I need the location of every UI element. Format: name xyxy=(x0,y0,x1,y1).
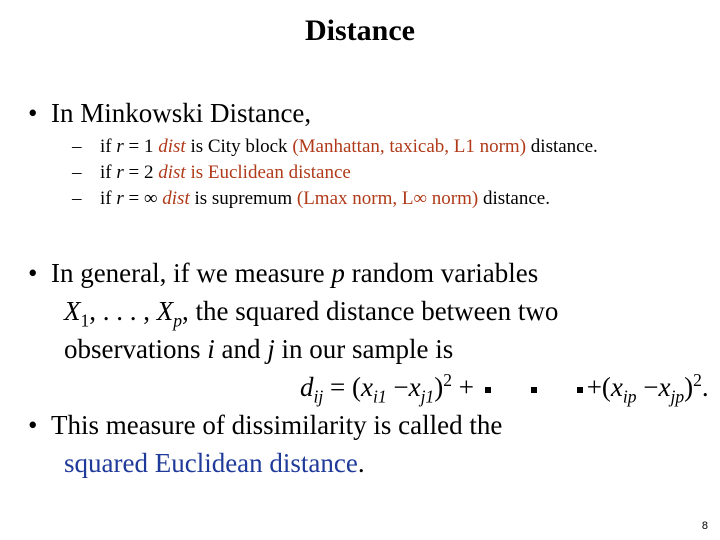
ellipsis-dot xyxy=(577,387,583,393)
sub-text: is City block xyxy=(185,136,293,157)
ellipsis-dot xyxy=(485,387,491,393)
bullet-text: This measure of dissimilarity is called the xyxy=(50,410,503,440)
subscript: j1 xyxy=(420,386,435,407)
bullet-text: In Minkowski Distance, xyxy=(50,98,312,128)
var-dist: dist xyxy=(162,188,190,209)
formula-text: +( xyxy=(586,372,611,402)
var-dist: dist xyxy=(158,162,186,183)
dash: – xyxy=(72,188,82,209)
bullet-text: , the squared distance between two xyxy=(182,296,559,326)
bullet-dot: • xyxy=(28,98,38,128)
formula-text: − xyxy=(636,372,659,402)
var-x: x xyxy=(408,372,421,402)
superscript: 2 xyxy=(693,370,702,390)
sub-text: = 2 xyxy=(123,162,159,183)
bullet-text: , . . . , xyxy=(89,296,157,326)
bullet-text: In general, if we measure xyxy=(50,258,332,288)
sub-bullet-r1 xyxy=(72,134,598,160)
sub-text: is Euclidean distance xyxy=(185,162,351,183)
var-r: r xyxy=(116,136,124,157)
bullet-dissimilarity-line2 xyxy=(64,446,365,480)
bullet-general-line3 xyxy=(64,332,453,366)
var-d: d xyxy=(300,372,314,402)
var-r: r xyxy=(116,188,124,209)
subscript: ij xyxy=(313,386,324,407)
bullet-dot: • xyxy=(28,410,38,440)
sub-text: = ∞ xyxy=(123,188,163,209)
sub-text: distance. xyxy=(526,136,598,157)
formula-text: ) xyxy=(684,372,694,402)
formula xyxy=(300,370,709,407)
sub-paren: (Lmax norm, L∞ norm) xyxy=(296,188,479,209)
bullet-text: random variables xyxy=(344,258,539,288)
subscript: i1 xyxy=(372,386,387,407)
dash: – xyxy=(72,136,82,157)
sub-text: if xyxy=(100,136,117,157)
var-j: j xyxy=(267,334,275,364)
formula-text: = ( xyxy=(323,372,361,402)
slide-title: Distance xyxy=(305,14,415,47)
bullet-text: and xyxy=(214,334,268,364)
sub-bullet-rinf xyxy=(72,186,550,212)
bullet-dot: • xyxy=(28,258,38,288)
var-i: i xyxy=(207,334,215,364)
bullet-dissimilarity xyxy=(28,408,502,442)
sub-text: if xyxy=(100,162,117,183)
formula-text: − xyxy=(386,372,409,402)
subscript: ip xyxy=(622,386,637,407)
page-number: 8 xyxy=(701,520,708,532)
subscript: p xyxy=(173,310,183,331)
superscript: 2 xyxy=(443,370,452,390)
var-x: x xyxy=(610,372,623,402)
sub-text: distance. xyxy=(478,188,550,209)
bullet-minkowski xyxy=(28,96,311,130)
dash: – xyxy=(72,162,82,183)
subscript: jp xyxy=(670,386,685,407)
formula-text: ) xyxy=(434,372,444,402)
var-X: X xyxy=(156,296,174,326)
bullet-text: . xyxy=(357,448,365,478)
formula-text: . xyxy=(701,372,709,402)
var-x: x xyxy=(658,372,671,402)
var-r: r xyxy=(116,162,124,183)
bullet-text: observations xyxy=(64,334,208,364)
var-X: X xyxy=(64,296,81,326)
sub-text: = 1 xyxy=(123,136,159,157)
ellipsis-dot xyxy=(531,387,537,393)
term-squared-euclidean: squared Euclidean distance xyxy=(64,448,358,478)
sub-paren: (Manhattan, taxicab, L1 norm) xyxy=(292,136,527,157)
bullet-general xyxy=(28,256,538,290)
var-x: x xyxy=(360,372,373,402)
sub-bullet-r2 xyxy=(72,160,351,186)
formula-text: + xyxy=(451,372,481,402)
subscript: 1 xyxy=(80,310,90,331)
sub-text: is supremum xyxy=(189,188,297,209)
bullet-general-line2 xyxy=(64,294,559,331)
var-dist: dist xyxy=(158,136,186,157)
var-p: p xyxy=(331,258,345,288)
bullet-text: in our sample is xyxy=(274,334,454,364)
sub-text: if xyxy=(100,188,117,209)
